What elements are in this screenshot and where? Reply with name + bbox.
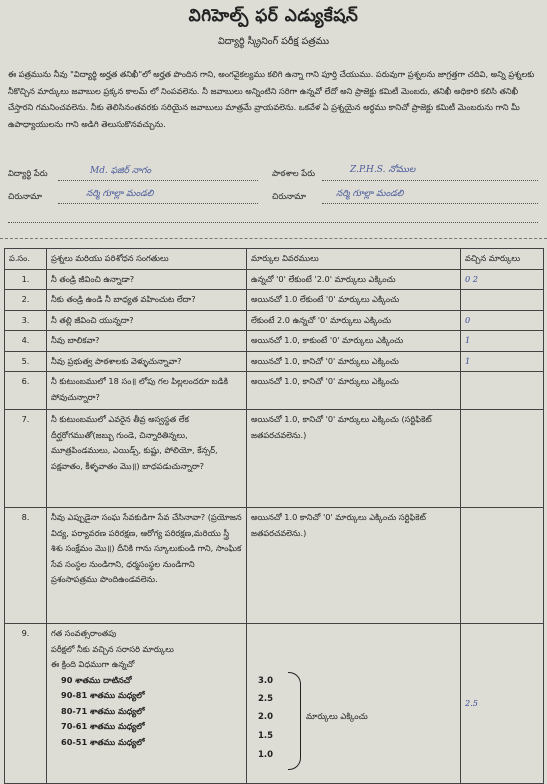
- row-number: 1.: [5, 269, 47, 290]
- brace-symbol: [288, 672, 301, 770]
- row-number: 7.: [5, 410, 47, 508]
- table-row: [5, 508, 544, 624]
- row-number: 3.: [5, 310, 47, 331]
- col-header-no: ప.సం.: [5, 249, 47, 270]
- row-marks-rule: అయినచో 1.0, కానిచో '0' మార్కులు ఎక్కించు: [247, 351, 461, 372]
- row-marks-got[interactable]: 0 2: [461, 269, 544, 290]
- col-header-marks-detail: మార్కుల వివరములు: [247, 249, 461, 270]
- q9-line: గత సంవత్సరాంతపు: [51, 628, 117, 638]
- row-question: నీ కుటుంబములో ఎవరైన తీవ్ర అస్వస్థత లేక దీర్ఘరోగముతో(జబ్బు గుండె, చిన్నారితిన్నలు, మూత్రపిండములు, ఎయిడ్స్, కుష్టు, పోలియో, కేన్సర్, పక్షవాతం, కీళ్ళవాతం మొ॥) బాధపడుచున్నారా?: [47, 410, 247, 508]
- q9-range-line: 60-51 శాతము మధ్యలో: [61, 736, 145, 747]
- table-row: [5, 331, 544, 352]
- col-header-marks-got: వచ్చిన మార్కులు: [461, 249, 544, 270]
- row-marks-rule: లేకుంటే 2.0 ఉన్నచో '0' మార్కులు ఎక్కించు: [247, 310, 461, 331]
- table-row: [5, 310, 544, 331]
- row-marks-rule-9: [247, 624, 461, 784]
- row-question-9: [47, 624, 247, 784]
- school-name-label: పాఠశాల పేరు: [272, 168, 316, 178]
- q9-range-line: 90-81 శాతము మధ్యలో: [61, 690, 145, 700]
- q9-range-line: 70-61 శాతము మధ్యలో: [61, 721, 145, 731]
- scale-value: 3.0: [258, 676, 274, 686]
- scale-value: 1.0: [258, 750, 274, 760]
- row-marks-rule: అయినచో 1.0, కానిచో '0' మార్కులు ఎక్కించు (సర్టిఫికెట్ జతపరచవలెను.): [247, 410, 461, 508]
- row-number: 9.: [5, 624, 47, 784]
- row-question: నీవు ప్రభుత్వ పాఠశాలకు వెళ్ళుచున్నావా?: [47, 351, 247, 372]
- address2-label: చిరునామా: [272, 191, 306, 201]
- row-number: 8.: [5, 508, 47, 624]
- form-title: విగిహెల్ప్ ఫర్ ఎడ్యుకేషన్: [188, 6, 359, 26]
- student-name-line: [58, 180, 258, 181]
- address2-line: [322, 203, 538, 204]
- table-row: [5, 372, 544, 410]
- row-marks-rule: అయినచో 1.0 కానిచో '0' మార్కులు ఎక్కించు సర్టిఫికెట్ జతపరచవలెను.): [247, 508, 461, 624]
- blank-line-1: [8, 222, 538, 223]
- row-marks-got[interactable]: [461, 508, 544, 624]
- row-number: 4.: [5, 331, 47, 352]
- school-name-value[interactable]: Z.P.H.S. నోముల: [350, 165, 416, 175]
- row-marks-got[interactable]: 1: [461, 331, 544, 352]
- row-marks-got[interactable]: 1: [461, 351, 544, 372]
- school-name-line: [322, 180, 538, 181]
- row-question: నీవు బాలికవా?: [47, 331, 247, 352]
- table-header-row: [5, 249, 544, 270]
- row-marks-got[interactable]: [461, 290, 544, 311]
- address2-value[interactable]: నర్మి గూల్లా మండలి: [336, 189, 404, 199]
- q9-range-line: 90 శాతము దాటినచో: [61, 674, 132, 685]
- questions-table: [4, 248, 544, 784]
- row-marks-rule: అయినచో 1.0 లేకుంటే '0' మార్కులు ఎక్కించు: [247, 290, 461, 311]
- student-name-value[interactable]: Md. ఫజిర్ నాగం: [90, 166, 152, 176]
- row-question: నీ కుటుంబములో 18 సం॥ లోపు గల పిల్లలందరూ బడికి పోవుచున్నారా?: [47, 372, 247, 410]
- instructions-paragraph: ఈ పత్రమును నీవు "విద్యార్థి అర్హత తనిఖీ"లో అర్హత పొందిన గాని, అంగవైకల్యము కలిగి ఉన్నా గాని పూర్తి చేయుము. పరువుగా ప్రశ్నలను జాగ్రత్తగా చదివి, అన్ని ప్రశ్నలకు నీకొచ్చిన మార్కులు జవాబుల ప్రక్కన కాలమ్ లో నింపవలెను. నీ జవాబులు అన్నింటిని సరిగా ఉన్నవో లేదో అని ప్రాజెక్టు కమిటీ మెంబరు, తనిఖీ అధికారి కలిసి తనిఖీ చేస్తారని గమనించవలెను. నీకు తెలిసినంతవరకు సరియైన జవాబులు మాత్రమే వ్రాయవలెను. ఒకవేళ ఏ ప్రశ్నయైన అర్థము కానిచో ప్రాజెక్టు కమిటీ మెంబరును గాని మీ ఉపాధ్యాయులను గాని అడిగి తెలుసుకొనవచ్చును.: [8, 69, 535, 129]
- row-marks-got[interactable]: [461, 372, 544, 410]
- scale-value: 2.0: [258, 712, 274, 722]
- row-marks-got[interactable]: 0: [461, 310, 544, 331]
- q9-range-line: 80-71 శాతము మధ్యలో: [61, 705, 145, 716]
- address-line: [58, 203, 258, 204]
- form-subtitle: విద్యార్థి స్క్రీనింగ్ పరీక్ష పత్రము: [217, 36, 330, 47]
- row-marks-rule: అయినచో 1.0, కానిచో '0' మార్కులు ఎక్కించు: [247, 372, 461, 410]
- row-number: 5.: [5, 351, 47, 372]
- address-label: చిరునామా: [8, 191, 42, 201]
- scale-value: 2.5: [258, 694, 274, 704]
- table-row: [5, 269, 544, 290]
- scale-label: మార్కులు ఎక్కించు: [306, 711, 368, 721]
- row-question: నీవు ఎప్పుడైనా సంఘ సేవకుడిగా సేవ చేసినావా? (ప్రయోజన విద్య, పర్యావరణ పరిరక్షణ, ఆరోగ్య పరిరక్షణ,మరియు స్త్రీ శిశు సంక్షేమం మొ॥) దీనికి గాను స్కూలుకుండి గాని, సాంఘిక సేవ సంస్థల నుండిగాని, ధర్మసంస్థల నుండిగాని ప్రశంసాపత్రము పొందిఉండవలెను.: [47, 508, 247, 624]
- dashed-separator: [0, 238, 547, 239]
- row-question: నీ తండ్రి జీవించి ఉన్నాడా?: [47, 269, 247, 290]
- q9-line: ఈ క్రింది విధముగా ఉన్నచో: [51, 659, 135, 669]
- table-row: [5, 410, 544, 508]
- row-marks-rule: ఉన్నచో '0' లేకుంటే '2.0' మార్కులు ఎక్కించు: [247, 269, 461, 290]
- row-marks-rule: అయినచో 1.0, కాకుంటే '0' మార్కులు ఎక్కించు: [247, 331, 461, 352]
- table-row: [5, 351, 544, 372]
- address-value[interactable]: నర్మి గూల్లా మండలి: [86, 189, 154, 199]
- row-number: 6.: [5, 372, 47, 410]
- student-name-label: విద్యార్థి పేరు: [8, 168, 48, 178]
- scale-value: 1.5: [258, 731, 274, 741]
- row-marks-got[interactable]: [461, 410, 544, 508]
- row-marks-got[interactable]: 2.5: [461, 624, 544, 784]
- row-number: 2.: [5, 290, 47, 311]
- q9-line: పరీక్షలో నీకు వచ్చిన సరాసరి మార్కులు: [51, 643, 174, 654]
- row-question: నీ తల్లి జీవించి యున్నదా?: [47, 310, 247, 331]
- row-question: నీకు తండ్రి ఉండి నీ బాధ్యత వహించుట లేదా?: [47, 290, 247, 311]
- table-row: [5, 290, 544, 311]
- col-header-question: ప్రశ్నలు మరియు పరిశోధన సంగతులు: [47, 249, 247, 270]
- table-row: [5, 624, 544, 784]
